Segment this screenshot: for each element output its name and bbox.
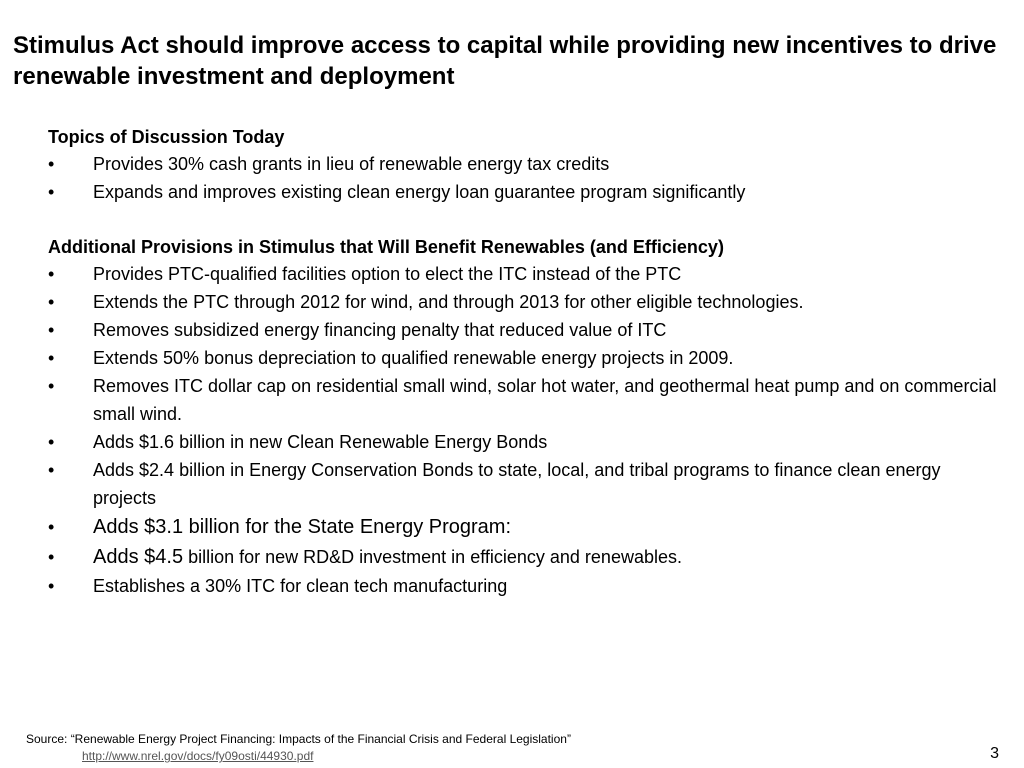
list-item-text: Expands and improves existing clean energy loan guarantee program significantly bbox=[93, 182, 746, 202]
bullet-icon: • bbox=[48, 547, 55, 567]
bullet-icon: • bbox=[48, 182, 55, 202]
list-item-text: Provides PTC-qualified facilities option to elect the ITC instead of the PTC bbox=[93, 264, 682, 284]
bullet-icon: • bbox=[48, 432, 55, 452]
list-item bbox=[48, 512, 1008, 542]
bullet-icon: • bbox=[48, 460, 55, 480]
list-item bbox=[48, 428, 1008, 456]
list-item-text-large: Adds $4.5 bbox=[93, 546, 184, 568]
list-item-text: Extends 50% bonus depreciation to qualified renewable energy projects in 2009. bbox=[93, 348, 734, 368]
list-item bbox=[48, 372, 1008, 428]
source-link[interactable]: http://www.nrel.gov/docs/fy09osti/44930.pdf bbox=[82, 749, 314, 763]
slide-title: Stimulus Act should improve access to capital while providing new incentives to drive renewable investment and deployment bbox=[13, 32, 997, 90]
page-number: 3 bbox=[990, 745, 999, 762]
bullet-icon: • bbox=[48, 264, 55, 284]
bullet-icon: • bbox=[48, 320, 55, 340]
list-item-text: Adds $1.6 billion in new Clean Renewable Energy Bonds bbox=[93, 432, 548, 452]
list-item bbox=[48, 316, 1008, 344]
bullet-icon: • bbox=[48, 348, 55, 368]
list-item-text: Adds $3.1 billion for the State Energy Program: bbox=[93, 516, 512, 538]
list-item bbox=[48, 260, 1008, 288]
list-item bbox=[48, 288, 1008, 316]
bullet-icon: • bbox=[48, 376, 55, 396]
list-item-text: Removes subsidized energy financing penalty that reduced value of ITC bbox=[93, 320, 667, 340]
bullet-icon: • bbox=[48, 292, 55, 312]
topics-list bbox=[48, 150, 1008, 206]
section-spacer bbox=[48, 206, 1008, 234]
section-heading-additional: Additional Provisions in Stimulus that Will Benefit Renewables (and Efficiency) bbox=[48, 237, 724, 257]
bullet-icon: • bbox=[48, 517, 55, 537]
source-citation bbox=[26, 731, 571, 765]
slide-content bbox=[48, 124, 1008, 600]
list-item-text: Establishes a 30% ITC for clean tech manufacturing bbox=[93, 576, 508, 596]
list-item-text: Adds $2.4 billion in Energy Conservation Bonds to state, local, and tribal programs to finance clean energy projects bbox=[93, 460, 941, 508]
bullet-icon: • bbox=[48, 576, 55, 596]
list-item bbox=[48, 456, 1008, 512]
list-item bbox=[48, 150, 1008, 178]
list-item bbox=[48, 178, 1008, 206]
list-item-text: Provides 30% cash grants in lieu of renewable energy tax credits bbox=[93, 154, 610, 174]
list-item-text: Extends the PTC through 2012 for wind, and through 2013 for other eligible technologies. bbox=[93, 292, 804, 312]
list-item-text-small: billion for new RD&D investment in efficiency and renewables. bbox=[183, 547, 682, 567]
bullet-icon: • bbox=[48, 154, 55, 174]
list-item bbox=[48, 344, 1008, 372]
list-item bbox=[48, 542, 1008, 572]
list-item-text: Removes ITC dollar cap on residential small wind, solar hot water, and geothermal heat pump and on commercial small wind. bbox=[93, 376, 997, 424]
list-item bbox=[48, 572, 1008, 600]
section-heading-topics: Topics of Discussion Today bbox=[48, 127, 285, 147]
additional-provisions-list bbox=[48, 260, 1008, 600]
source-label: Source: “Renewable Energy Project Financing: Impacts of the Financial Crisis and Federal Legislation” bbox=[26, 732, 571, 746]
